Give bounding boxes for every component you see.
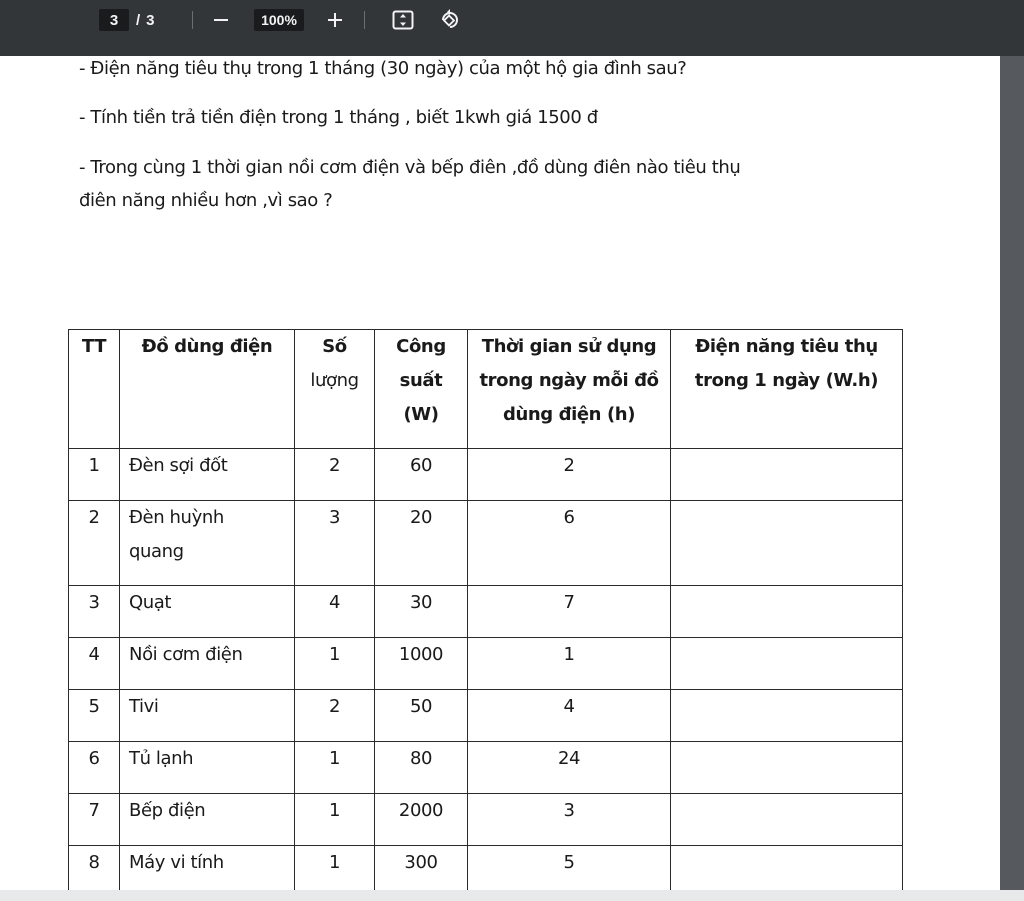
header-power-line: suất bbox=[399, 370, 443, 391]
question-2: - Tính tiền trả tiền điện trong 1 tháng , biết 1kwh giá 1500 đ bbox=[79, 107, 598, 128]
current-page-input[interactable]: 3 bbox=[99, 9, 129, 31]
question-1: - Điện năng tiêu thụ trong 1 tháng (30 ngày) của một hộ gia đình sau? bbox=[79, 58, 687, 79]
cell-time: 4 bbox=[468, 690, 671, 742]
cell-tt: 2 bbox=[69, 501, 120, 586]
rotate-button[interactable] bbox=[438, 8, 462, 32]
table-row bbox=[69, 794, 903, 846]
cell-power: 2000 bbox=[375, 794, 468, 846]
cell-item-line: quang bbox=[129, 541, 184, 562]
cell-quantity: 1 bbox=[295, 794, 375, 846]
total-pages: 3 bbox=[146, 11, 155, 29]
cell-quantity: 4 bbox=[295, 586, 375, 638]
table-header-row bbox=[69, 330, 903, 449]
table-row bbox=[69, 690, 903, 742]
table-row bbox=[69, 742, 903, 794]
cell-item: Tủ lạnh bbox=[120, 742, 295, 794]
table-row bbox=[69, 846, 903, 891]
fit-page-button[interactable] bbox=[391, 8, 415, 32]
cell-tt: 6 bbox=[69, 742, 120, 794]
cell-power: 60 bbox=[375, 449, 468, 501]
cell-time: 5 bbox=[468, 846, 671, 891]
table-row bbox=[69, 586, 903, 638]
cell-time: 7 bbox=[468, 586, 671, 638]
rotate-icon bbox=[438, 8, 462, 32]
zoom-in-icon bbox=[327, 12, 343, 28]
cell-item: Quạt bbox=[120, 586, 295, 638]
horizontal-scrollbar[interactable] bbox=[0, 890, 1024, 901]
header-time bbox=[468, 330, 671, 449]
cell-time: 2 bbox=[468, 449, 671, 501]
cell-tt: 4 bbox=[69, 638, 120, 690]
header-tt: TT bbox=[69, 330, 120, 449]
question-3-continued: điên năng nhiều hơn ,vì sao ? bbox=[79, 190, 333, 211]
cell-energy bbox=[671, 742, 903, 794]
header-energy-line: trong 1 ngày (W.h) bbox=[694, 370, 879, 391]
cell-energy bbox=[671, 449, 903, 501]
pdf-page bbox=[0, 56, 1000, 890]
header-time-line: trong ngày mỗi đồ bbox=[479, 370, 659, 391]
viewer-background bbox=[1000, 56, 1024, 890]
toolbar-divider bbox=[364, 11, 365, 29]
cell-quantity: 2 bbox=[295, 449, 375, 501]
header-quantity-line: Số bbox=[322, 336, 347, 357]
cell-item bbox=[120, 501, 295, 586]
cell-quantity: 3 bbox=[295, 501, 375, 586]
page-separator: / bbox=[136, 11, 141, 29]
table-row bbox=[69, 501, 903, 586]
cell-quantity: 2 bbox=[295, 690, 375, 742]
cell-item: Bếp điện bbox=[120, 794, 295, 846]
cell-energy bbox=[671, 794, 903, 846]
zoom-in-button[interactable] bbox=[323, 8, 347, 32]
header-energy bbox=[671, 330, 903, 449]
cell-item: Nồi cơm điện bbox=[120, 638, 295, 690]
cell-energy bbox=[671, 586, 903, 638]
toolbar-divider bbox=[192, 11, 193, 29]
cell-energy bbox=[671, 846, 903, 891]
header-quantity-line: lượng bbox=[310, 370, 359, 391]
cell-power: 20 bbox=[375, 501, 468, 586]
header-energy-line: Điện năng tiêu thụ bbox=[695, 336, 878, 357]
header-power bbox=[375, 330, 468, 449]
header-power-line: (W) bbox=[403, 404, 439, 425]
header-time-line: dùng điện (h) bbox=[502, 404, 636, 425]
cell-energy bbox=[671, 690, 903, 742]
cell-item: Máy vi tính bbox=[120, 846, 295, 891]
cell-power: 30 bbox=[375, 586, 468, 638]
cell-energy bbox=[671, 501, 903, 586]
pdf-toolbar bbox=[0, 0, 1024, 56]
cell-power: 1000 bbox=[375, 638, 468, 690]
fit-page-icon bbox=[392, 10, 414, 30]
table-row bbox=[69, 638, 903, 690]
question-3: - Trong cùng 1 thời gian nồi cơm điện và bếp điên ,đồ dùng điên nào tiêu thụ bbox=[79, 157, 741, 178]
header-time-line: Thời gian sử dụng bbox=[481, 336, 657, 357]
cell-power: 300 bbox=[375, 846, 468, 891]
header-item: Đồ dùng điện bbox=[120, 330, 295, 449]
cell-time: 6 bbox=[468, 501, 671, 586]
zoom-level-input[interactable]: 100% bbox=[254, 9, 304, 31]
cell-quantity: 1 bbox=[295, 742, 375, 794]
cell-quantity: 1 bbox=[295, 638, 375, 690]
header-quantity bbox=[295, 330, 375, 449]
cell-power: 50 bbox=[375, 690, 468, 742]
appliance-table bbox=[68, 329, 903, 890]
cell-item: Đèn sợi đốt bbox=[120, 449, 295, 501]
cell-energy bbox=[671, 638, 903, 690]
cell-quantity: 1 bbox=[295, 846, 375, 891]
header-power-line: Công bbox=[396, 336, 446, 357]
zoom-out-icon bbox=[213, 12, 229, 28]
cell-tt: 3 bbox=[69, 586, 120, 638]
cell-tt: 5 bbox=[69, 690, 120, 742]
cell-item-line: Đèn huỳnh bbox=[129, 507, 224, 528]
cell-item: Tivi bbox=[120, 690, 295, 742]
table-row bbox=[69, 449, 903, 501]
cell-power: 80 bbox=[375, 742, 468, 794]
cell-tt: 7 bbox=[69, 794, 120, 846]
zoom-out-button[interactable] bbox=[209, 8, 233, 32]
cell-time: 1 bbox=[468, 638, 671, 690]
cell-time: 24 bbox=[468, 742, 671, 794]
page-indicator bbox=[99, 9, 155, 31]
cell-time: 3 bbox=[468, 794, 671, 846]
cell-tt: 1 bbox=[69, 449, 120, 501]
cell-tt: 8 bbox=[69, 846, 120, 891]
